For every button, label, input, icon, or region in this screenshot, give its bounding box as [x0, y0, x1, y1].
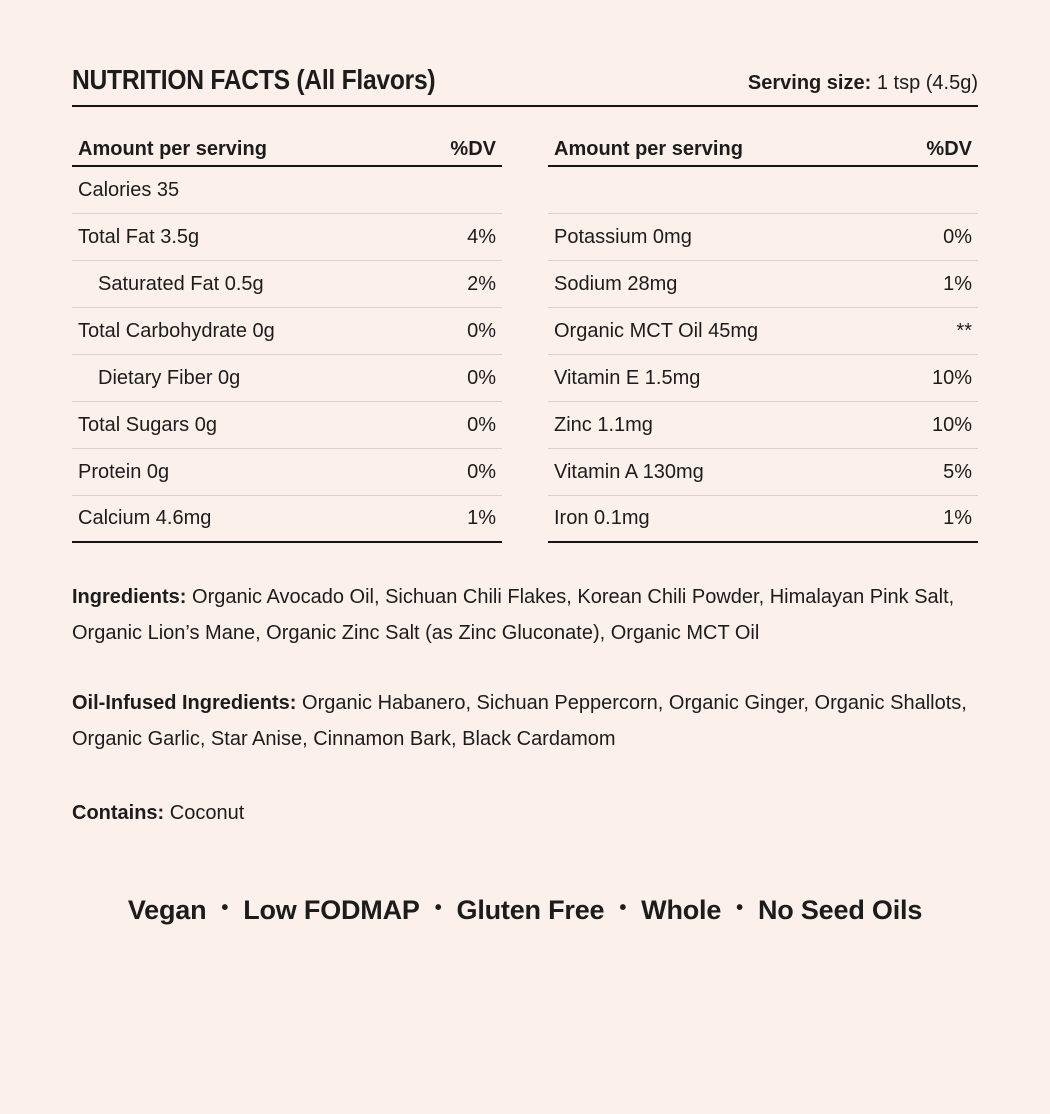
nutrition-table-right: [548, 133, 978, 543]
contains-label: Contains:: [72, 802, 165, 824]
nutrient-label: Total Fat 3.5g: [78, 225, 200, 248]
nutrient-dv-value: 5%: [943, 460, 972, 483]
table-row: [72, 402, 502, 449]
table-row: [548, 308, 978, 355]
table-row: [548, 402, 978, 449]
nutrient-label: Potassium 0mg: [554, 225, 692, 248]
table-row: [548, 167, 978, 214]
table-column-headers: [72, 133, 502, 167]
table-rows-right: [548, 167, 978, 543]
nutrient-dv-value: 1%: [943, 507, 972, 529]
nutrient-dv-value: 1%: [467, 507, 496, 529]
nutrient-label: Total Sugars 0g: [78, 413, 217, 436]
nutrient-dv-value: 4%: [467, 225, 496, 248]
badge: No Seed Oils: [757, 895, 923, 925]
ingredients-label: Ingredients:: [72, 586, 187, 608]
table-row: [72, 449, 502, 496]
table-row: [72, 496, 502, 543]
nutrient-dv-value: 10%: [931, 413, 972, 436]
nutrient-label: Organic MCT Oil 45mg: [554, 319, 759, 342]
label-header: [72, 64, 978, 107]
nutrient-dv-value: 1%: [943, 272, 972, 295]
badge: Whole: [641, 895, 722, 925]
nutrition-table-left: [72, 133, 502, 543]
table-column-headers: [548, 133, 978, 167]
nutrient-label: Sodium 28mg: [554, 272, 678, 295]
nutrient-dv-value: 0%: [943, 225, 972, 248]
table-row: [72, 167, 502, 214]
badge: Vegan: [127, 895, 207, 925]
nutrient-label: Iron 0.1mg: [554, 507, 650, 529]
nutrient-dv-value: 0%: [467, 319, 496, 342]
nutrient-label: Dietary Fiber 0g: [98, 366, 241, 389]
bullet-separator: •: [434, 897, 442, 919]
nutrient-dv-value: 0%: [467, 413, 496, 436]
oil-infused-paragraph: [72, 685, 978, 757]
nutrient-label: Calcium 4.6mg: [78, 507, 212, 529]
amount-per-serving-header: Amount per serving: [554, 137, 743, 160]
serving-size-value: 1 tsp (4.5g): [871, 72, 978, 94]
bullet-separator: •: [736, 897, 743, 919]
nutrient-label: Total Carbohydrate 0g: [78, 319, 275, 342]
nutrient-label: Protein 0g: [78, 460, 170, 483]
badge: Gluten Free: [456, 895, 605, 925]
nutrient-dv-value: 2%: [467, 272, 496, 295]
nutrient-dv-value: 10%: [931, 366, 972, 389]
oil-infused-text: Organic Habanero, Sichuan Peppercorn, Organic Ginger, Organic Shallots, Organic Garlic, Star Anise, Cinnamon Bark, Black Cardamom: [72, 692, 967, 750]
nutrient-label: Saturated Fat 0.5g: [98, 272, 264, 295]
ingredients-paragraph: [72, 579, 978, 651]
table-row: [72, 261, 502, 308]
amount-per-serving-header: Amount per serving: [78, 137, 267, 160]
badge: Low FODMAP: [243, 895, 420, 925]
nutrient-label: Vitamin A 130mg: [554, 460, 704, 483]
nutrition-tables: [72, 133, 978, 543]
table-row: [548, 449, 978, 496]
table-rows-left: [72, 167, 502, 543]
table-row: [548, 496, 978, 543]
serving-size-label: Serving size:: [747, 72, 872, 94]
nutrient-label: Vitamin E 1.5mg: [554, 366, 701, 389]
nutrient-dv-value: 0%: [467, 460, 496, 483]
bullet-separator: •: [221, 897, 229, 919]
contains-paragraph: [72, 795, 978, 831]
table-row: [72, 308, 502, 355]
table-row: [548, 261, 978, 308]
dietary-badges: [72, 895, 978, 926]
nutrient-label: Zinc 1.1mg: [554, 413, 653, 436]
serving-size: [748, 72, 978, 95]
table-row: [72, 355, 502, 402]
table-row: [548, 214, 978, 261]
bullet-separator: •: [619, 897, 627, 919]
ingredients-text: Organic Avocado Oil, Sichuan Chili Flakes, Korean Chili Powder, Himalayan Pink Salt, Organic Lion’s Mane, Organic Zinc Salt (as Zinc Gluconate), Organic MCT Oil: [72, 586, 955, 644]
dv-header: %DV: [450, 137, 496, 160]
table-row: [72, 214, 502, 261]
nutrient-dv-value: 0%: [467, 366, 496, 389]
nutrient-label: Calories 35: [78, 178, 180, 201]
page-title: NUTRITION FACTS (All Flavors): [72, 64, 436, 95]
table-row: [548, 355, 978, 402]
dv-header: %DV: [926, 137, 972, 160]
oil-infused-label: Oil-Infused Ingredients:: [72, 692, 297, 714]
nutrient-dv-value: **: [956, 319, 972, 342]
nutrition-label: [0, 64, 1050, 926]
contains-text: Coconut: [164, 802, 245, 824]
